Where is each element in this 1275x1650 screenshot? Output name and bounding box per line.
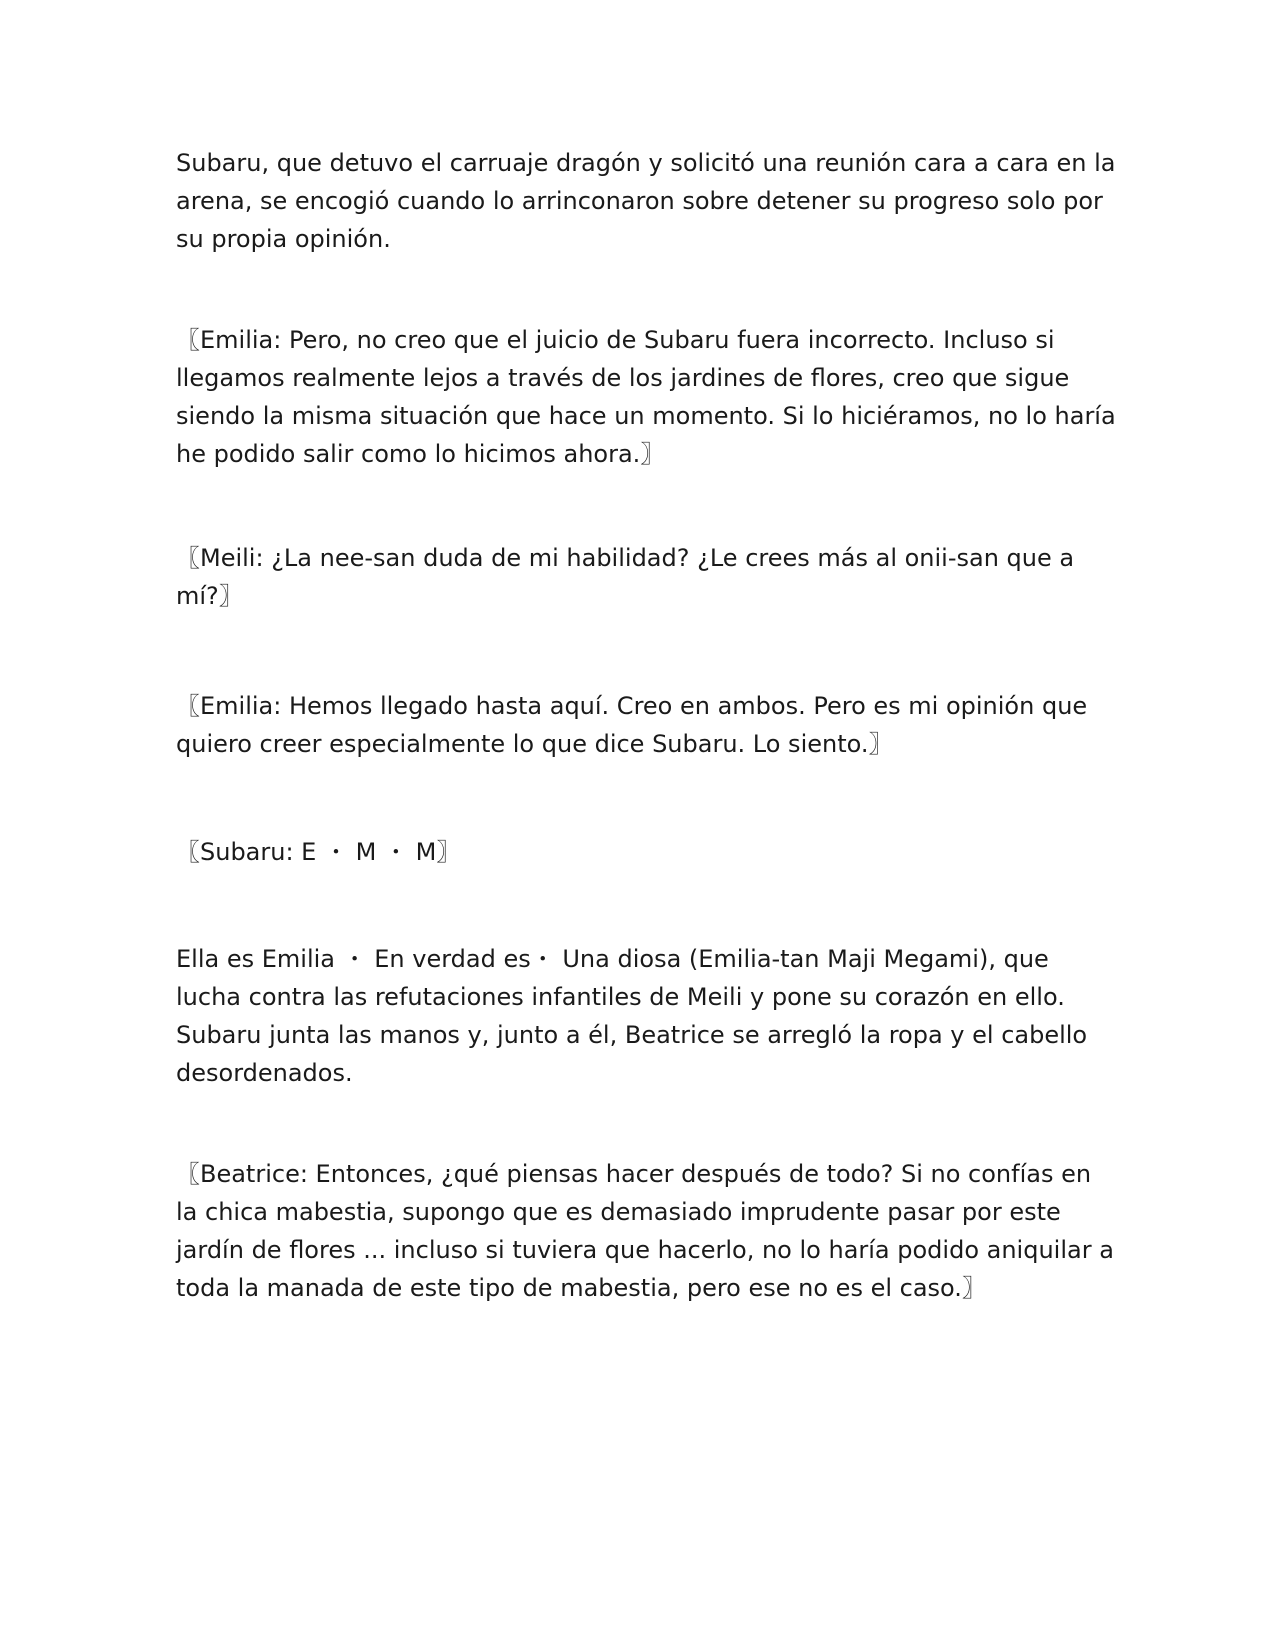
text-line: mí?〗 [176,582,243,610]
text-line: 〖Beatrice: Entonces, ¿qué piensas hacer después de todo? Si no confías en [176,1160,1092,1188]
text-line: la chica mabestia, supongo que es demasiado imprudente pasar por este [176,1198,1061,1226]
paragraph-narration-1 [176,144,1116,258]
text-line: toda la manada de este tipo de mabestia, pero ese no es el caso.〗 [176,1274,986,1302]
text-line: desordenados. [176,1059,353,1087]
text-line: 〖Emilia: Pero, no creo que el juicio de Subaru fuera incorrecto. Incluso si [176,326,1055,354]
text-line: su propia opinión. [176,225,391,253]
paragraph-dialogue-emilia-1 [176,321,1116,473]
text-line: 〖Emilia: Hemos llegado hasta aquí. Creo en ambos. Pero es mi opinión que [176,692,1088,720]
text-line: lucha contra las refutaciones infantiles de Meili y pone su corazón en ello. [176,983,1065,1011]
paragraph-dialogue-beatrice [176,1155,1114,1307]
text-line: Subaru, que detuvo el carruaje dragón y solicitó una reunión cara a cara en la [176,149,1116,177]
text-line: llegamos realmente lejos a través de los jardines de flores, creo que sigue [176,364,1070,392]
paragraph-dialogue-emilia-2 [176,687,1106,763]
paragraph-narration-2 [176,940,1106,1092]
paragraph-dialogue-meili [176,539,1106,615]
text-line: Ella es Emilia ・ En verdad es・ Una diosa (Emilia-tan Maji Megami), que [176,945,1049,973]
text-line: Subaru junta las manos y, junto a él, Beatrice se arregló la ropa y el cabello [176,1021,1088,1049]
text-line: quiero creer especialmente lo que dice Subaru. Lo siento.〗 [176,730,893,758]
text-line: siendo la misma situación que hace un momento. Si lo hiciéramos, no lo haría [176,402,1116,430]
text-line: arena, se encogió cuando lo arrinconaron sobre detener su progreso solo por [176,187,1103,215]
text-line: 〖Meili: ¿La nee-san duda de mi habilidad? ¿Le crees más al onii-san que a [176,544,1075,572]
text-line: 〖Subaru: E ・ M ・ M〗 [176,838,461,866]
text-line: jardín de flores ... incluso si tuviera que hacerlo, no lo haría podido aniquilar a [176,1236,1114,1264]
text-line: he podido salir como lo hicimos ahora.〗 [176,440,665,468]
paragraph-dialogue-subaru [176,833,1106,871]
